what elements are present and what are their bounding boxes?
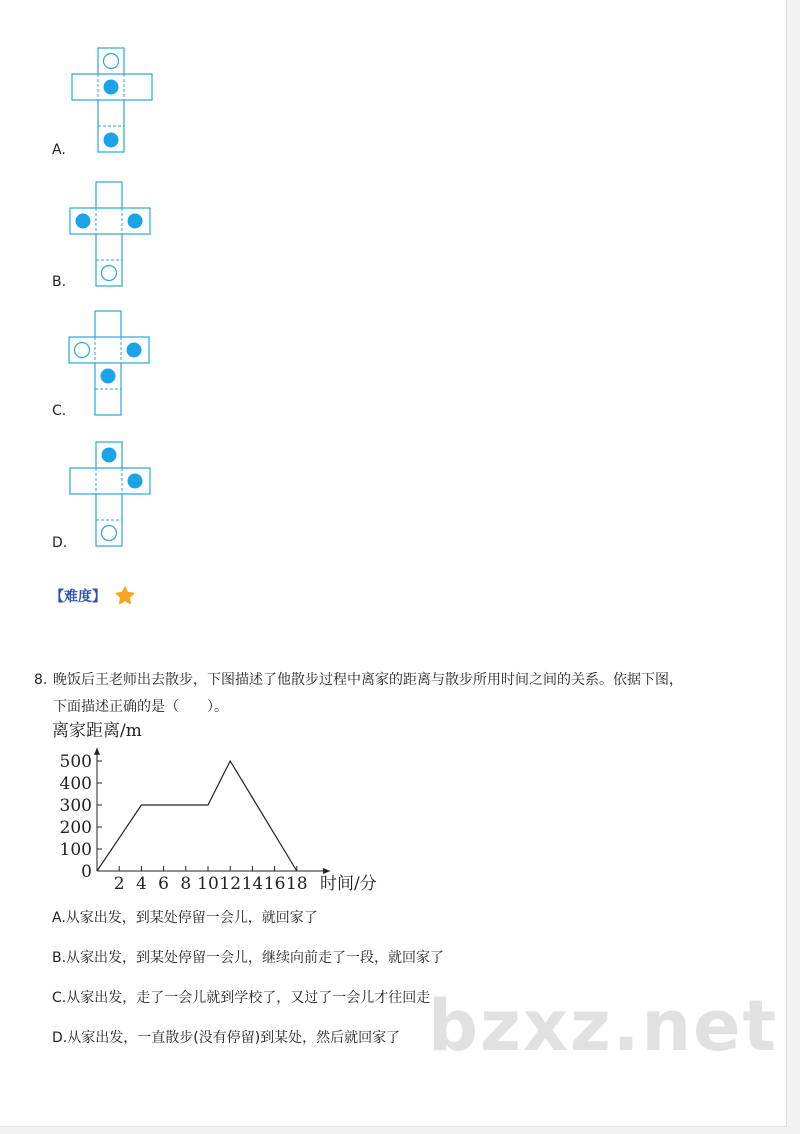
y-tick-label: 0 (81, 862, 92, 882)
y-tick-label: 300 (59, 796, 92, 816)
star-icon (114, 585, 136, 607)
x-tick-label: 6 (158, 874, 170, 894)
x-tick-label: 12 (219, 874, 242, 894)
y-axis-arrow (94, 748, 100, 755)
question-number: 8. (34, 672, 48, 688)
x-axis-label: 时间/分 (320, 874, 377, 894)
y-tick-label: 400 (59, 774, 92, 794)
answer-option-a[interactable]: A.从家出发，到某处停留一会儿，就回家了 (52, 910, 318, 926)
distance-series-line (97, 761, 297, 871)
cube-net-d (68, 440, 152, 550)
question-line-1: 晚饭后王老师出去散步，下图描述了他散步过程中离家的距离与散步所用时间之间的关系。依据下图， (53, 672, 683, 688)
option-a-label: A. (52, 142, 66, 158)
y-tick-label: 100 (59, 840, 92, 860)
cube-net-a (70, 46, 154, 156)
x-tick-label: 4 (135, 874, 147, 894)
x-tick-label: 2 (113, 874, 125, 894)
y-axis-label: 离家距离/m (52, 721, 142, 741)
option-b-label: B. (52, 274, 67, 290)
answer-option-d[interactable]: D.从家出发，一直散步(没有停留)到某处，然后就回家了 (52, 1030, 401, 1046)
difficulty-label: 【难度】 (50, 589, 106, 605)
cube-net-b (68, 180, 152, 290)
question-line-2: 下面描述正确的是（ ）。 (53, 699, 228, 715)
cube-net-c (67, 309, 151, 419)
watermark: bzxz.net (428, 985, 779, 1067)
option-d-label: D. (52, 535, 68, 551)
y-tick-label: 500 (59, 752, 92, 772)
x-tick-label: 10 (197, 874, 219, 894)
option-c-label: C. (52, 403, 67, 419)
answer-option-c[interactable]: C.从家出发，走了一会儿就到学校了，又过了一会儿才往回走 (52, 990, 431, 1006)
x-tick-label: 14 (241, 874, 264, 894)
x-tick-label: 16 (263, 874, 286, 894)
distance-time-chart (40, 716, 410, 896)
y-tick-label: 200 (59, 818, 92, 838)
answer-option-b[interactable]: B.从家出发，到某处停留一会儿，继续向前走了一段，就回家了 (52, 950, 445, 966)
x-tick-label: 8 (180, 874, 192, 894)
x-tick-label: 18 (285, 874, 308, 894)
